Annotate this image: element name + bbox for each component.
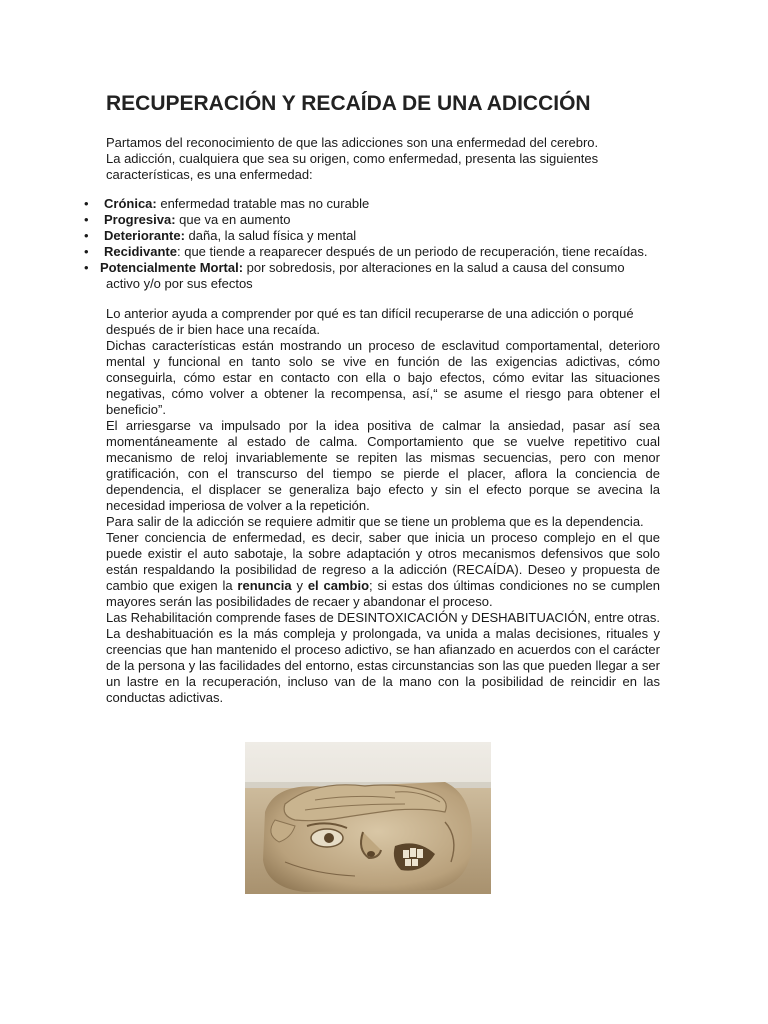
list-item-text: enfermedad tratable mas no curable [156, 196, 370, 211]
paragraph-5-connector: y [291, 578, 308, 593]
bullet-icon: • [84, 260, 89, 275]
list-item-term: Deteriorante: [104, 228, 185, 243]
bold-renuncia: renuncia [237, 578, 292, 593]
paragraph-2: Dichas características están mostrando un proceso de esclavitud comportamental, deterioro mental y funcional en tanto solo se vive en función de las exigencias adictivas, cómo conseguirla, cómo estar en contacto con ella o bajo efectos, cómo evitar las situaciones negativas, cómo volver a obtener la recompensa, así,“ se asume el riesgo para obtener el beneficio”. [106, 338, 660, 417]
list-item-text: que va en aumento [175, 212, 291, 227]
body-text [106, 306, 660, 706]
list-item-text: por sobredosis, por alteraciones en la salud a causa del consumo [243, 260, 625, 275]
bullet-icon: • [84, 196, 89, 211]
bold-el-cambio: el cambio [307, 578, 370, 593]
bullet-icon: • [84, 212, 89, 227]
list-item-potencialmente-mortal [84, 260, 684, 292]
paragraph-6: Las Rehabilitación comprende fases de DESINTOXICACIÓN y DESHABITUACIÓN, entre otras. La deshabituación es la más compleja y prolongada, va unida a malas decisiones, rituales y creencias que han mantenido el proceso adictivo, se han afianzado en acuerdos con el carácter de la persona y las facilidades del entorno, estas circunstancias son las que pueden llegar a ser un lastre en la recuperación, incluso van de la mano con la posibilidad de reincidir en las conductas adictivas. [106, 610, 660, 705]
list-item-text: daña, la salud física y mental [184, 228, 357, 243]
list-item-text: : que tiende a reaparecer después de un periodo de recuperación, tiene recaídas. [176, 244, 648, 259]
paragraph-5 [106, 530, 660, 610]
paragraph-3: El arriesgarse va impulsado por la idea positiva de calmar la ansiedad, pasar así sea momentáneamente al estado de calma. Comportamiento que se vuelve repetitivo cual mecanismo de reloj invariablemente se repiten las mismas secuencias, pero con menor gratificación, con el transcurso del tiempo se pierde el placer, aflora la conciencia de dependencia, el displacer se generaliza bajo efecto y sin el efecto porque se avecina la necesidad imperiosa de volver a la repetición. [106, 418, 660, 513]
intro-line-2: La adicción, cualquiera que sea su origen, como enfermedad, presenta las siguientes características, es una enfermedad: [106, 151, 599, 182]
list-item-cronica [84, 196, 684, 212]
list-item-term: Crónica: [104, 196, 157, 211]
list-item-deteriorante [84, 228, 684, 244]
intro-block [106, 135, 626, 183]
paragraph-4: Para salir de la adicción se requiere admitir que se tiene un problema que es la dependencia. [106, 514, 644, 529]
list-item-recidivante [84, 244, 684, 260]
bullet-icon: • [84, 228, 89, 243]
paragraph-5-part-b: ; si estas dos últimas condiciones no se cumplen mayores serán las posibilidades de recaer y abandonar el proceso. [106, 578, 660, 609]
paragraph-1: Lo anterior ayuda a comprender por qué es tan difícil recuperarse de una adicción o porqué después de ir bien hace una recaída. [106, 306, 634, 337]
document-title: RECUPERACIÓN Y RECAÍDA DE UNA ADICCIÓN [106, 92, 591, 115]
list-item-term: Recidivante [104, 244, 177, 259]
paragraph-5-part-a: Tener conciencia de enfermedad, es decir, saber que inicia un proceso complejo en el que puede existir el auto sabotaje, la sobre adaptación y otros mecanismos defensivos que solo están respaldando la posibilidad de regreso a la adicción (RECAÍDA). Deseo y propuesta de cambio que exigen la [106, 530, 660, 593]
bullet-icon: • [84, 244, 89, 259]
intro-line-1: Partamos del reconocimiento de que las adicciones son una enfermedad del cerebro. [106, 135, 599, 150]
list-item-progresiva [84, 212, 684, 228]
sand-face-illustration [245, 742, 491, 894]
list-item-term: Potencialmente Mortal: [100, 260, 244, 275]
characteristics-list [84, 196, 684, 292]
list-item-continuation: activo y/o por sus efectos [106, 276, 253, 291]
list-item-term: Progresiva: [104, 212, 176, 227]
sand-sculpture-image [245, 742, 491, 894]
